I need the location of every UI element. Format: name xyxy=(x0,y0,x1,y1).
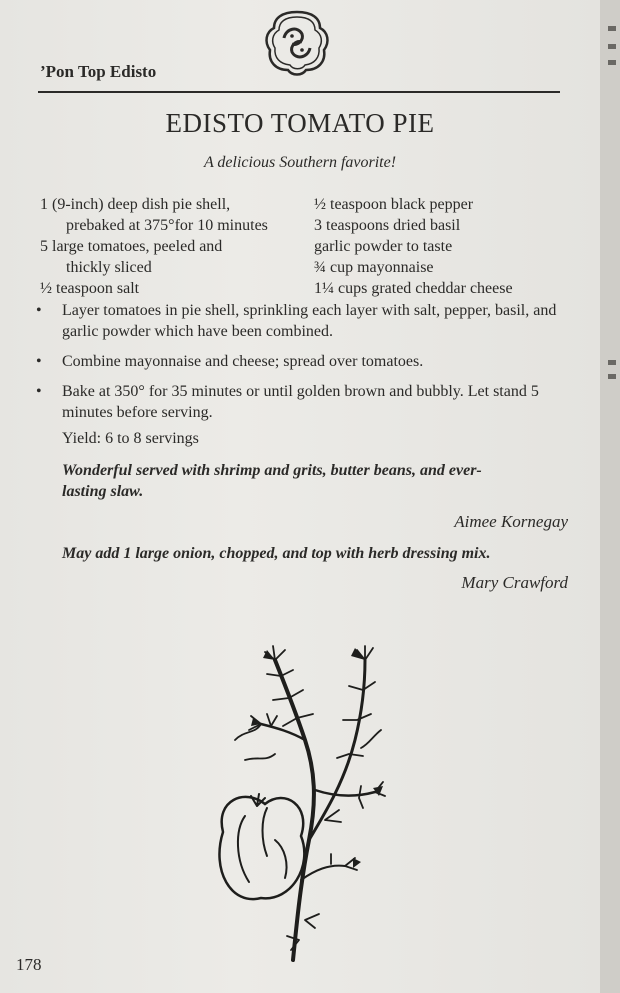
yield: Yield: 6 to 8 servings xyxy=(62,430,199,447)
ingredient: 1 (9-inch) deep dish pie shell, xyxy=(40,196,231,213)
recipe-title: EDISTO TOMATO PIE xyxy=(165,108,435,138)
contributor-name: Aimee Kornegay xyxy=(454,512,568,531)
ingredient: ½ teaspoon salt xyxy=(40,280,140,297)
step-text: Combine mayonnaise and cheese; spread over tomatoes. xyxy=(62,353,424,370)
serving-note xyxy=(62,460,482,502)
bullet: • xyxy=(36,353,42,370)
ingredient: 5 large tomatoes, peeled and xyxy=(40,238,223,255)
ingredients-right xyxy=(314,194,513,299)
running-head: ’Pon Top Edisto xyxy=(40,62,157,81)
step-text: Bake at 350° for 35 minutes or until golden brown and bubbly. Let stand 5 minutes before serving. xyxy=(62,383,539,421)
ingredient: ¾ cup mayonnaise xyxy=(314,259,434,276)
instruction-step xyxy=(34,351,574,372)
instruction-step xyxy=(34,381,574,423)
book-edge xyxy=(600,0,620,993)
bullet: • xyxy=(36,302,42,319)
tomato-plant-illustration xyxy=(205,620,405,965)
serving-note-line: Wonderful served with shrimp and grits, butter beans, and ever- xyxy=(62,462,482,479)
ingredient: 1¼ cups grated cheddar cheese xyxy=(314,280,513,297)
serving-note-line: lasting slaw. xyxy=(62,483,144,500)
instruction-step xyxy=(34,300,574,342)
instructions xyxy=(34,300,574,432)
ingredient: 3 teaspoons dried basil xyxy=(314,217,461,234)
ingredient: garlic powder to taste xyxy=(314,238,453,255)
ingredients-left xyxy=(40,194,268,299)
ingredient: ½ teaspoon black pepper xyxy=(314,196,474,213)
recipe-subtitle: A delicious Southern favorite! xyxy=(203,154,397,171)
bullet: • xyxy=(36,383,42,400)
contributor-name: Mary Crawford xyxy=(461,573,568,592)
shrimp-emblem-icon xyxy=(262,8,332,78)
page-number: 178 xyxy=(16,955,42,974)
header-rule xyxy=(38,91,560,93)
variation-note: May add 1 large onion, chopped, and top with herb dressing mix. xyxy=(62,545,491,562)
ingredient: prebaked at 375°for 10 minutes xyxy=(66,217,268,234)
ingredient: thickly sliced xyxy=(66,259,152,276)
step-text: Layer tomatoes in pie shell, sprinkling each layer with salt, pepper, basil, and garlic powder which have been combined. xyxy=(62,302,557,340)
